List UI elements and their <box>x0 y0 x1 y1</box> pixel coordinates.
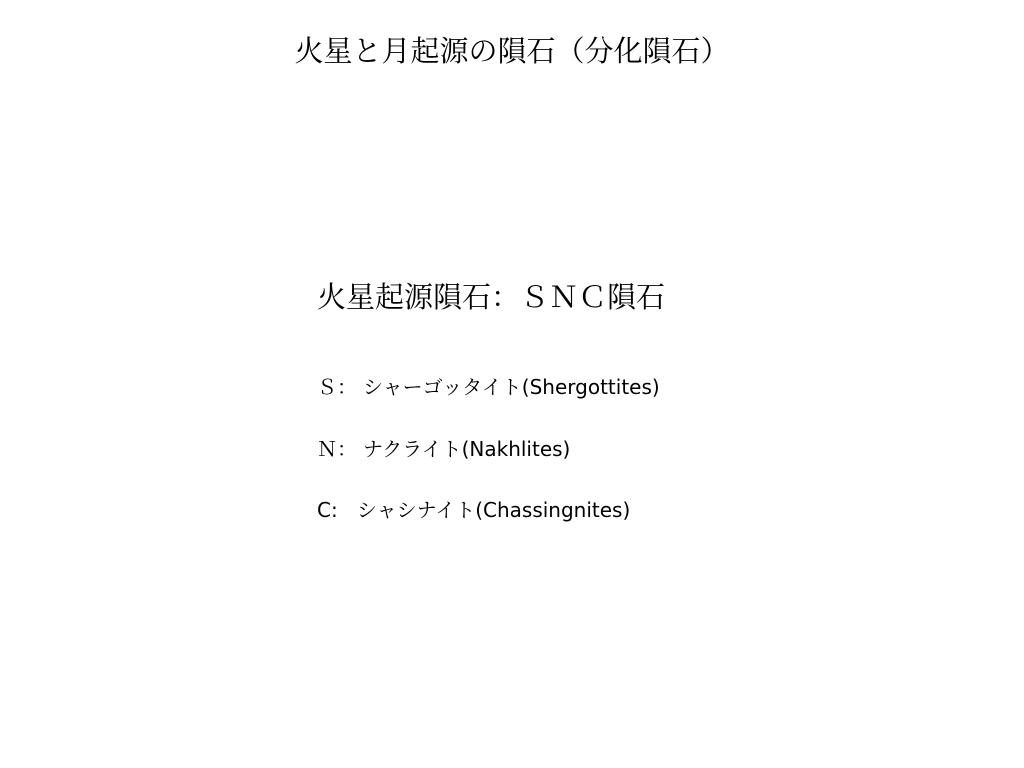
list-item-chassignites <box>317 496 630 524</box>
item-name: シャーゴッタイト(Shergottites) <box>363 375 660 399</box>
item-letter: C: <box>317 498 338 522</box>
item-name: シャシナイト(Chassingnites) <box>357 498 631 522</box>
section-heading: 火星起源隕石：ＳＮＣ隕石 <box>317 280 666 314</box>
item-letter: Ｓ： <box>317 375 357 399</box>
list-item-nakhlites <box>317 435 570 463</box>
item-letter: Ｎ： <box>317 437 357 461</box>
item-name: ナクライト(Nakhlites) <box>363 437 571 461</box>
list-item-shergottites <box>317 373 660 401</box>
slide-title: 火星と月起源の隕石（分化隕石） <box>294 34 730 68</box>
